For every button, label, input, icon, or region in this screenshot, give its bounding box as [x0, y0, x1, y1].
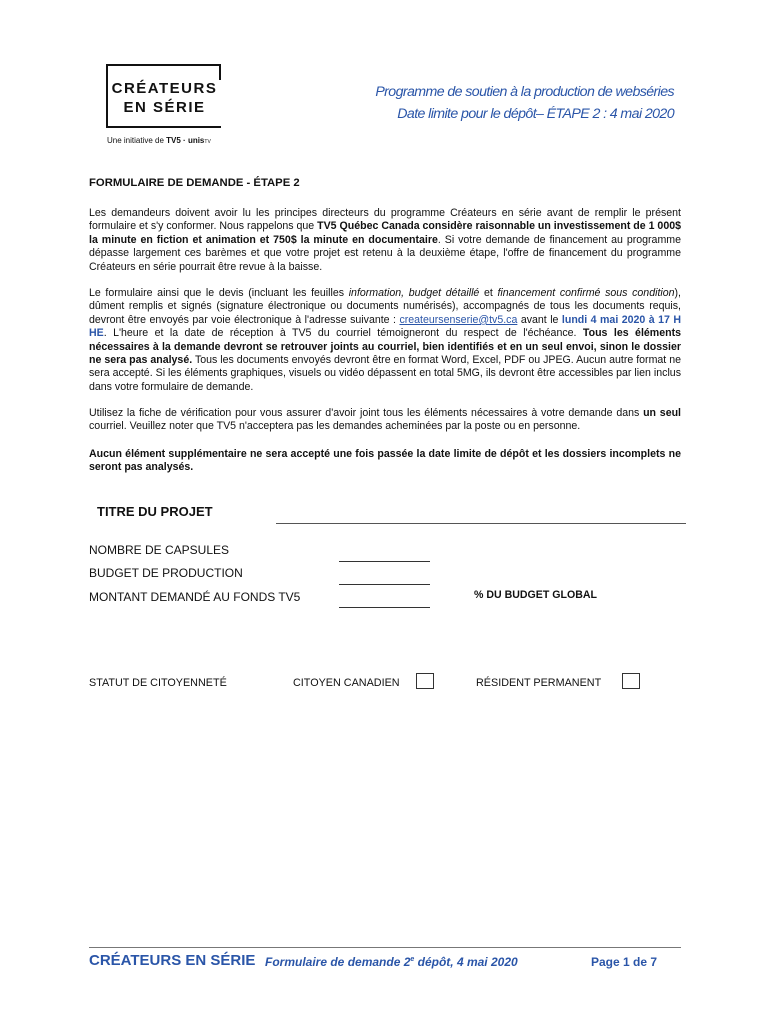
bold-text: TV5 Québec Canada considère raisonnable un investissement de 1 000$ la minute en fiction et animation et 750$ la minute en documentaire: [89, 220, 682, 246]
intro-paragraph: [89, 207, 681, 274]
footer-divider: [89, 947, 681, 948]
footer-brand: CRÉATEURS EN SÉRIE: [89, 952, 256, 969]
capsules-field[interactable]: [339, 561, 430, 562]
citizenship-label: STATUT DE CITOYENNETÉ: [89, 677, 227, 689]
deadline-text: lundi 4 mai 2020 à 17 H HE: [89, 313, 681, 340]
capsules-label: NOMBRE DE CAPSULES: [89, 543, 230, 557]
program-title: Programme de soutien à la production de webséries: [375, 84, 674, 100]
footer-subtitle-sup: e: [410, 956, 415, 963]
project-title-field[interactable]: [276, 523, 686, 524]
logo-tagline-suffix: TV: [204, 139, 211, 145]
submission-paragraph: [89, 287, 681, 394]
text: Le formulaire ainsi que le devis (incluant les feuilles: [89, 287, 349, 299]
text: avant le: [517, 313, 562, 326]
footer-subtitle: [265, 955, 518, 969]
logo-tagline-brand: TV5 · unis: [166, 136, 205, 145]
text: Les demandeurs doivent avoir lu les principes directeurs du programme Créateurs en série avant de remplir le présent formulaire et s'y conformer. Nous rappelons que: [89, 207, 681, 233]
bold-text: un seul: [643, 407, 681, 419]
montant-label: MONTANT DEMANDÉ AU FONDS TV5: [89, 590, 301, 604]
logo-line-1: CRÉATEURS: [111, 80, 218, 97]
canadian-citizen-label: CITOYEN CANADIEN: [293, 677, 400, 689]
logo: [106, 64, 221, 128]
budget-percent-label: % DU BUDGET GLOBAL: [474, 589, 598, 601]
verification-paragraph: [89, 407, 681, 434]
text: Tous les documents envoyés devront être en format Word, Excel, PDF ou JPEG. Aucun autre format ne sera accepté. Si les éléments graphiques, visuels ou vidéo dépassent en total 5MG, ils devront être accessibles par lien inclus dans votre formulaire de demande.: [89, 354, 681, 393]
budget-label: BUDGET DE PRODUCTION: [89, 566, 243, 580]
email-link[interactable]: createursenserie@tv5.ca: [399, 313, 518, 326]
text: . Si votre demande de financement au programme dépasse largement ces barèmes et que votre projet est retenu à la deuxième étape, l'offre de financement du programme Créateurs en série pourrait être revue à la baisse.: [89, 233, 681, 273]
text: courriel. Veuillez noter que TV5 n'acceptera pas les demandes acheminées par la poste ou en personne.: [89, 420, 581, 433]
italic-text: financement confirmé sous condition: [497, 287, 675, 299]
logo-tagline-prefix: Une initiative de: [107, 136, 164, 145]
italic-text: information, budget détaillé: [348, 287, 480, 299]
text: et: [479, 287, 498, 299]
footer-subtitle-date: dépôt, 4 mai 2020: [414, 955, 518, 969]
page-number: Page 1 de 7: [591, 955, 658, 969]
footer-subtitle-text: Formulaire de demande 2: [265, 955, 411, 969]
bold-text: Aucun élément supplémentaire ne sera accepté une fois passée la date limite de dépôt et les dossiers incomplets ne seront pas analysés.: [89, 448, 681, 474]
program-deadline: Date limite pour le dépôt– ÉTAPE 2 : 4 mai 2020: [397, 106, 674, 122]
warning-paragraph: [89, 448, 681, 475]
budget-field[interactable]: [339, 584, 430, 585]
form-title: FORMULAIRE DE DEMANDE - ÉTAPE 2: [89, 177, 300, 189]
text: ), dûment remplis et signés (signature électronique ou documents numérisés), accompagnés de tous les documents requis, devront être envoyés par voie électronique à l'adresse suivante :: [89, 287, 682, 326]
text: Utilisez la fiche de vérification pour vous assurer d'avoir joint tous les éléments nécessaires à votre demande dans: [89, 407, 644, 419]
bold-text: Tous les éléments nécessaires à la demande devront se retrouver joints au courriel, bien identifiés et en un seul envoi, sinon le dossier ne sera pas analysé.: [89, 327, 681, 367]
permanent-resident-label: RÉSIDENT PERMANENT: [476, 677, 602, 689]
text: . L'heure et la date de réception à TV5 du courriel témoigneront du respect de l'échéance.: [103, 327, 583, 340]
project-title-label: TITRE DU PROJET: [97, 504, 213, 519]
permanent-resident-checkbox[interactable]: [622, 673, 640, 689]
logo-line-2: EN SÉRIE: [123, 99, 206, 116]
canadian-citizen-checkbox[interactable]: [416, 673, 434, 689]
logo-tagline: [107, 136, 211, 145]
montant-field[interactable]: [339, 607, 430, 608]
